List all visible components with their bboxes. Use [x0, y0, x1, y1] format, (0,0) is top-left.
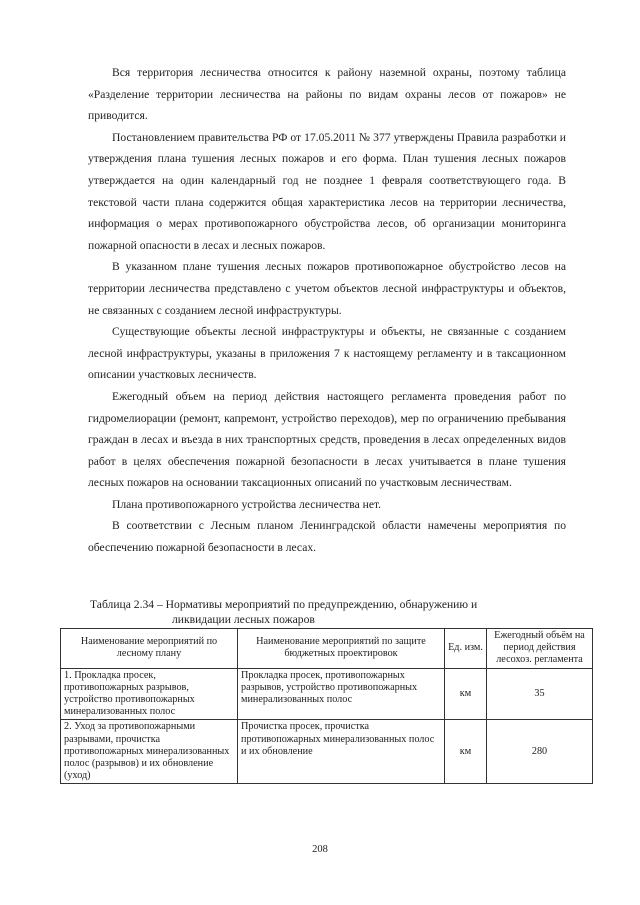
paragraph-5: Ежегодный объем на период действия настоящего регламента проведения работ по гидромелиорации (ремонт, капремонт, устройство переходов), мер по ограничению пребывания граждан в лесах и въезда в них транспортных средств, проведения в лесах определенных видов работ в целях обеспечения пожарной безопасности в лесах учитывается в плане тушения лесных пожаров на основании таксационных описаний по участковым лесничествам.	[88, 389, 566, 490]
paragraph-7: В соответствии с Лесным планом Ленинградской области намечены мероприятия по обеспечению пожарной безопасности в лесах.	[88, 519, 566, 555]
header-annual-volume: Ежегодный объём на период действия лесохоз. регламента	[487, 629, 593, 669]
page-number: 208	[312, 844, 328, 855]
table-row	[61, 720, 593, 784]
paragraph-3: В указанном плане тушения лесных пожаров противопожарное обустройство лесов на территории лесничества представлено с учетом объектов лесной инфраструктуры и объектов, не связанных с созданием лесной инфраструктуры.	[88, 260, 566, 317]
header-lesnoy-plan: Наименование мероприятий по лесному плану	[61, 629, 238, 669]
body-text	[88, 62, 566, 559]
table-cell: 35	[487, 668, 593, 720]
table-header-row	[61, 629, 593, 669]
table-cell: км	[445, 720, 487, 784]
norms-table	[60, 628, 593, 784]
table-cell: Прокладка просек, противопожарных разрывов, устройство противопожарных минерализованных полос	[238, 668, 445, 720]
table-cell: 280	[487, 720, 593, 784]
header-unit: Ед. изм.	[445, 629, 487, 669]
paragraph-1: Вся территория лесничества относится к району наземной охраны, поэтому таблица «Разделение территории лесничества на районы по видам охраны лесов от пожаров» не приводится.	[88, 66, 566, 123]
table-caption-line-2: ликвидации лесных пожаров	[172, 612, 315, 626]
paragraph-6: Плана противопожарного устройства лесничества нет.	[112, 497, 382, 511]
paragraph-4: Существующие объекты лесной инфраструктуры и объекты, не связанные с созданием лесной инфраструктуры, указаны в приложения 7 к настоящему регламенту и в таксационном описании участковых лесничеств.	[88, 325, 566, 382]
table-caption	[90, 598, 560, 627]
header-budget: Наименование мероприятий по защите бюджетных проектировок	[238, 629, 445, 669]
table-cell: км	[445, 668, 487, 720]
table-caption-line-1: Таблица 2.34 – Нормативы мероприятий по предупреждению, обнаружению и	[90, 598, 478, 611]
table-cell: 1. Прокладка просек, противопожарных разрывов, устройство противопожарных минерализованных полос	[61, 668, 238, 720]
table-cell: 2. Уход за противопожарными разрывами, прочистка противопожарных минерализованных полос (разрывов) и их обновление (уход)	[61, 720, 238, 784]
table-row	[61, 668, 593, 720]
paragraph-2: Постановлением правительства РФ от 17.05.2011 № 377 утверждены Правила разработки и утверждения плана тушения лесных пожаров и его форма. План тушения лесных пожаров утверждается на один календарный год не позднее 1 февраля соответствующего года. В текстовой части плана содержится общая характеристика лесов на территории лесничества, информация о мерах противопожарного обустройства лесов, об организации мониторинга пожарной опасности в лесах и лесных пожаров.	[88, 130, 566, 252]
table-cell: Прочистка просек, прочистка противопожарных минерализованных полос и их обновление	[238, 720, 445, 784]
